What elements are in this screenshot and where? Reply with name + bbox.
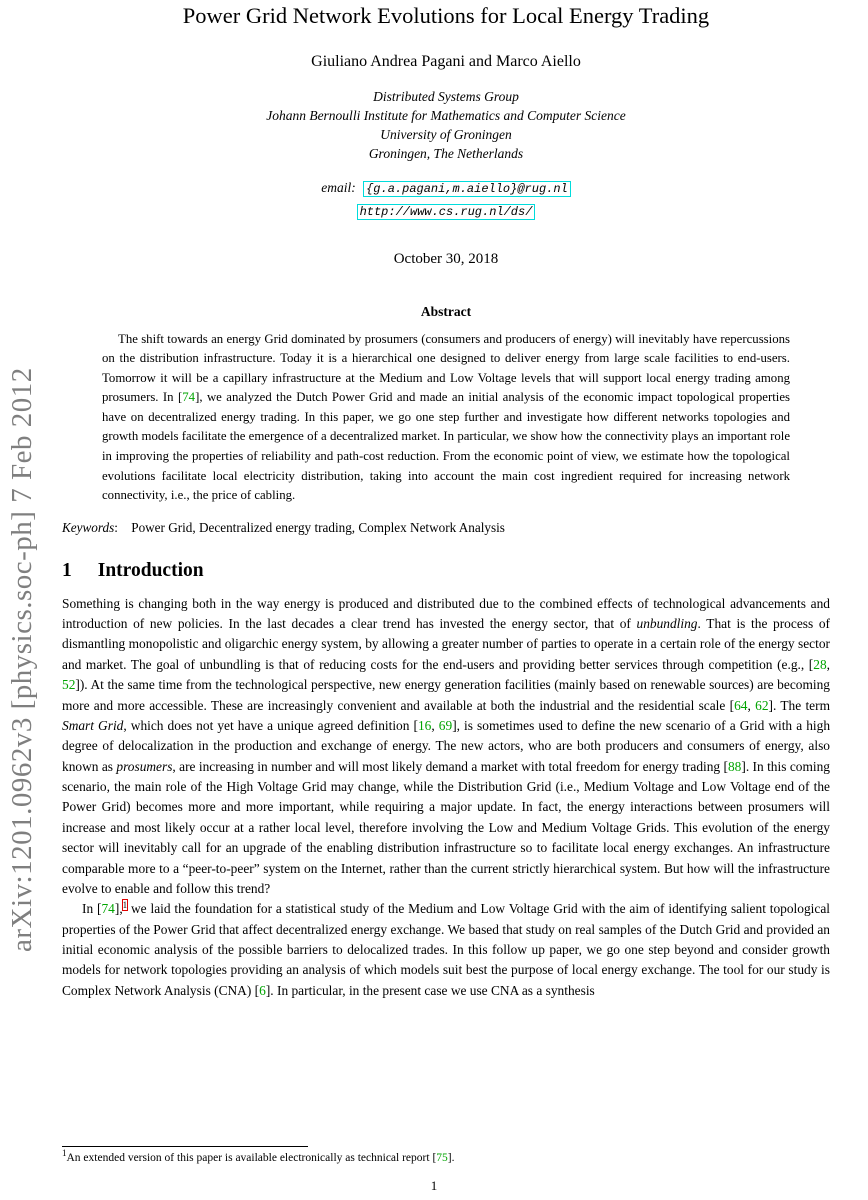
homepage-line — [62, 200, 830, 223]
text-segment: ]. The term — [768, 697, 831, 713]
citation-link[interactable]: 62 — [755, 697, 769, 713]
text-segment: , — [431, 717, 439, 733]
text-segment: , — [826, 656, 830, 672]
text-segment: Something is changing both in the way energy is produced and distributed due to the combined effects of technological advancements and introduction of new policies. In the last decades a clear trend has invested the energy sector, that of — [62, 595, 830, 632]
text-segment: ], — [114, 901, 123, 917]
keywords-colon: : — [114, 519, 118, 535]
email-line — [62, 177, 830, 200]
text-segment: The shift towards an energy Grid dominated by prosumers (consumers and producers of energy) will inevitably have repercussions on the distribution infrastructure. Today it is a hierarchical one designed to deliver energy from large scale facilities to end-users. Tomorrow it will be a capillary infrastructure at the Medium and Low Voltage levels that will support local energy trading among prosumers. In [ — [102, 331, 790, 405]
email-link[interactable]: {g.a.pagani,m.aiello}@rug.nl — [363, 181, 571, 197]
date: October 30, 2018 — [393, 250, 499, 267]
emphasized-text: prosumers — [116, 758, 173, 774]
abstract-heading: Abstract — [420, 303, 472, 319]
intro-paragraph-1 — [62, 594, 830, 900]
text-segment: , which does not yet have a unique agreed definition [ — [123, 717, 418, 733]
abstract-text — [102, 330, 790, 506]
paper-title: Power Grid Network Evolutions for Local Energy Trading — [182, 3, 710, 28]
text-segment: ], we analyzed the Dutch Power Grid and made an initial analysis of the economic impact topological properties have on decentralized energy trading. In this paper, we go one step further and investigate how different networks topologies and growth models facilitate the emergence of a decentralized market. In particular, we show how the connectivity plays an important role in improving the properties of reliability and path-cost reduction. From the economic point of view, we estimate how the topological evolutions facilitate local electricity distribution, taking into account the main cost ingredient required for increasing network connectivity, i.e., the price of cabling. — [102, 390, 790, 503]
text-segment: ]. — [447, 1152, 455, 1164]
footnote — [62, 1148, 830, 1164]
text-segment: ]). At the same time from the technological perspective, new energy generation facilities (mainly based on renewable sources) are becoming more and more accessible. These are increasingly convenient and available at both the industrial and the residential scale [ — [62, 677, 830, 713]
text-segment: ]. In particular, in the present case we use CNA as a synthesis — [265, 982, 595, 998]
citation-link[interactable]: 64 — [734, 697, 748, 713]
emphasized-text: Smart Grid — [62, 717, 124, 733]
text-segment: An extended version of this paper is available electronically as technical report [ — [66, 1152, 437, 1164]
citation-link[interactable]: 16 — [417, 717, 432, 733]
affiliation — [62, 87, 830, 164]
footnote-rule — [62, 1146, 308, 1147]
citation-link[interactable]: 69 — [438, 717, 453, 733]
authors: Giuliano Andrea Pagani and Marco Aiello — [311, 53, 581, 70]
text-segment: , are increasing in number and will most likely demand a market with total freedom for energy trading [ — [172, 758, 728, 774]
text-segment: . That is the process of dismantling monopolistic and oligarchic energy system, by allowing a greater number of parties to operate in a certain role of the energy sector and market. The goal of unbundling is that of reducing costs for the end-users and providing better services through competition (e.g., [ — [62, 616, 830, 672]
text-segment: In [ — [82, 901, 102, 917]
homepage-link[interactable]: http://www.cs.rug.nl/ds/ — [357, 204, 536, 220]
keywords-label: Keywords — [62, 519, 115, 535]
citation-link[interactable]: 75 — [436, 1152, 448, 1164]
paper-content — [62, 0, 830, 1001]
keywords-text: Power Grid, Decentralized energy trading, Complex Network Analysis — [131, 519, 505, 535]
citation-link[interactable]: 74 — [182, 390, 196, 405]
intro-paragraph-2 — [62, 899, 830, 1001]
section-number: 1 — [62, 559, 72, 581]
emphasized-text: unbundling — [636, 616, 698, 632]
text-segment: , — [747, 697, 756, 713]
keywords-line — [62, 520, 830, 536]
affiliation-line: University of Groningen — [380, 127, 512, 143]
text-segment: ], is sometimes used to define the new scenario of a Grid with a high degree of delocalization in the production and exchange of energy. The new actors, who are both producers and consumers of energy, also known as — [62, 717, 831, 774]
text-segment: we laid the foundation for a statistical study of the Medium and Low Voltage Grid with the aim of identifying salient topological properties of the Power Grid that affect decentralized energy exchange. We based that study on real samples of the Dutch Grid and provided an initial economic analysis of the possible barriers to delocalized trades. In this follow up paper, we go one step beyond and consider growth models for network topologies providing an analysis of which models suit best the purpose of local energy exchange. The tool for our study is Complex Network Analysis (CNA) [ — [62, 901, 830, 998]
citation-link[interactable]: 88 — [727, 758, 742, 774]
footnote-ref[interactable]: 1 — [122, 899, 128, 910]
affiliation-line: Distributed Systems Group — [373, 89, 519, 104]
section-title: Introduction — [97, 559, 204, 581]
section-heading — [62, 560, 830, 582]
arxiv-watermark: arXiv:1201.0962v3 [physics.soc-ph] 7 Feb 2012 — [6, 367, 38, 952]
citation-link[interactable]: 52 — [62, 677, 76, 693]
affiliation-line: Johann Bernoulli Institute for Mathematics and Computer Science — [266, 108, 626, 124]
footnote-marker: 1 — [62, 1148, 67, 1159]
text-segment: ]. In this coming scenario, the main role of the High Voltage Grid may change, while the Distribution Grid (i.e., Medium Voltage and Low Voltage end of the Power Grid) becomes more and more important, while requiring a major update. In fact, the energy interactions between prosumers will increase and most likely occur at a rather local level, therefore involving the Low and Medium Voltage Grids. This evolution of the energy sector will inevitably call for an upgrade of the enabling distribution infrastructure so to facilitate local energy exchanges. An infrastructure comparable more to a “peer-to-peer” system on the Internet, rather than the current strictly hierarchical system. But how will the infrastructure evolve to enable and follow this trend? — [62, 758, 830, 896]
affiliation-line: Groningen, The Netherlands — [368, 146, 524, 162]
page-number: 1 — [430, 1178, 438, 1193]
citation-link[interactable]: 28 — [813, 656, 827, 672]
citation-link[interactable]: 74 — [101, 901, 115, 917]
email-label: email: — [321, 179, 356, 195]
contact-block — [62, 177, 830, 223]
footnote-block — [62, 1146, 830, 1164]
citation-link[interactable]: 6 — [259, 982, 266, 998]
